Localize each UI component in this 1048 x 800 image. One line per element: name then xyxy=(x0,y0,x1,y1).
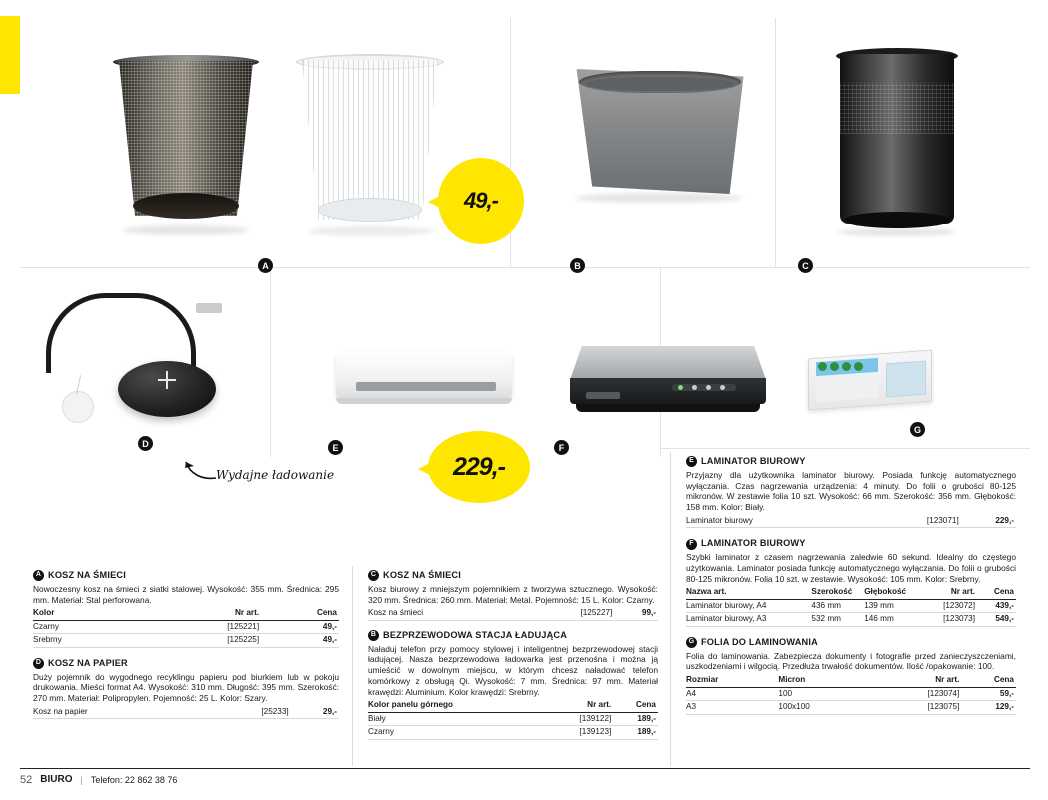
product-b-row0-art: [139122] xyxy=(545,712,614,726)
product-block-c xyxy=(368,570,658,621)
photo-marker-c xyxy=(798,258,813,273)
yellow-corner-tab xyxy=(0,16,20,94)
photo-mesh-bin-black xyxy=(105,43,265,228)
product-f-row1-width: 532 mm xyxy=(811,613,864,627)
handwritten-annotation xyxy=(216,468,334,482)
product-e-description: Przyjazny dla użytkownika laminator biurowy. Posiada funkcję automatycznego wyłączania. Czas nagrzewania urządzenia: 4 minuty. Do folii o grubości 80-125 mikronów. W zestawie folia 10 szt. Wysokość: 66 mm. Szerokość: 356 mm. Głębokość: 158 mm. Kolor: Biały. xyxy=(686,469,1016,513)
product-a-col-cena: Cena xyxy=(261,607,339,620)
marker-label: A xyxy=(258,258,273,273)
table-row xyxy=(33,706,339,719)
photo-marker-a xyxy=(258,258,273,273)
product-f-row1-depth: 146 mm xyxy=(864,613,917,627)
product-c-title xyxy=(368,570,658,582)
product-b-col-cena: Cena xyxy=(613,699,658,712)
product-c-row0-price: 99,- xyxy=(614,607,658,620)
product-g-row0-price: 59,- xyxy=(961,687,1016,701)
product-d-title xyxy=(33,658,339,670)
grid-divider-mid xyxy=(660,448,1030,449)
table-row xyxy=(368,607,658,620)
photo-laminating-pouches xyxy=(800,348,940,418)
product-g-row1-art: [123075] xyxy=(877,701,961,715)
marker-label: B xyxy=(570,258,585,273)
product-g-col-rozmiar: Rozmiar xyxy=(686,674,778,687)
photo-silver-laminator xyxy=(560,336,775,426)
product-e-title-text: LAMINATOR BIUROWY xyxy=(701,456,806,466)
footer-separator: | xyxy=(80,774,83,785)
product-e-row0-art: [123071] xyxy=(870,515,961,528)
product-f-row0-price: 439,- xyxy=(977,599,1016,613)
photo-marker-d xyxy=(138,436,153,451)
product-g-row0-micron: 100 xyxy=(778,687,877,701)
product-g-row1-name: A3 xyxy=(686,701,778,715)
product-g-row0-name: A4 xyxy=(686,687,778,701)
product-a-description: Nowoczesny kosz na śmieci z siatki stalowej. Wysokość: 355 mm. Średnica: 295 mm. Materiał: Stal perforowana. xyxy=(33,583,339,605)
product-b-row0-name: Biały xyxy=(368,712,545,726)
marker-label: C xyxy=(798,258,813,273)
marker-label: G xyxy=(910,422,925,437)
product-block-a xyxy=(33,570,339,648)
product-d-row0-art: [25233] xyxy=(203,706,291,719)
product-photo-grid xyxy=(20,18,1030,482)
table-row xyxy=(33,634,339,648)
product-e-marker: E xyxy=(686,456,697,467)
product-e-table xyxy=(686,515,1016,529)
photo-marker-e xyxy=(328,440,343,455)
price-bubble-229 xyxy=(428,431,530,503)
product-f-col-cena: Cena xyxy=(977,586,1016,599)
table-row xyxy=(686,613,1016,627)
price-bubble-229-text: 229,- xyxy=(453,452,505,481)
photo-marker-f xyxy=(554,440,569,455)
photo-black-metal-bin xyxy=(832,40,962,235)
product-a-row0-name: Czarny xyxy=(33,620,141,634)
product-b-title xyxy=(368,630,658,642)
table-row xyxy=(368,712,658,726)
product-a-row0-art: [125221] xyxy=(141,620,261,634)
marker-label: D xyxy=(138,436,153,451)
annotation-text: Wydajne ładowanie xyxy=(216,468,335,482)
text-column-3 xyxy=(686,456,1016,715)
table-row xyxy=(33,620,339,634)
product-a-row1-art: [125225] xyxy=(141,634,261,648)
product-b-row1-art: [139123] xyxy=(545,726,614,740)
product-d-row0-price: 29,- xyxy=(291,706,339,719)
product-f-row0-width: 436 mm xyxy=(811,599,864,613)
product-d-marker: D xyxy=(33,658,44,669)
product-block-b xyxy=(368,630,658,740)
product-f-row1-name: Laminator biurowy, A3 xyxy=(686,613,811,627)
grid-divider-vertical-bottom1 xyxy=(270,267,271,457)
photo-grey-paper-bin xyxy=(565,53,755,233)
product-d-table xyxy=(33,706,339,720)
product-b-col-kolor: Kolor panelu górnego xyxy=(368,699,545,712)
product-b-col-nrart: Nr art. xyxy=(545,699,614,712)
grid-divider-horizontal xyxy=(20,267,1030,268)
photo-white-laminator xyxy=(320,338,520,418)
product-f-row0-art: [123072] xyxy=(917,599,977,613)
grid-divider-vertical-top2 xyxy=(775,18,776,267)
text-column-2 xyxy=(368,570,658,740)
price-bubble-49-text: 49,- xyxy=(464,188,498,213)
photo-wireless-charger xyxy=(38,283,248,443)
product-block-g xyxy=(686,637,1016,715)
product-a-col-nrart: Nr art. xyxy=(141,607,261,620)
text-column-1 xyxy=(33,570,339,719)
product-g-table xyxy=(686,674,1016,715)
product-f-marker: F xyxy=(686,539,697,550)
product-g-description: Folia do laminowania. Zabezpiecza dokumenty i fotografie przed zanieczyszczeniami, uszkodzeniami i wilgocią. Przedłuża trwałość dokumentów. Ilość /opakowanie: 100. xyxy=(686,650,1016,672)
product-g-col-cena: Cena xyxy=(961,674,1016,687)
product-g-row0-art: [123074] xyxy=(877,687,961,701)
annotation-arrow-icon xyxy=(172,450,218,482)
product-f-description: Szybki laminator z czasem nagrzewania zaledwie 60 sekund. Idealny do częstego użytkowania. Laminator posiada funkcję automatycznego wyłączania. Do folii o grubości 80-125 mikronów. Folia 10 szt. w zestawie. Wysokość: 105 mm. Kolor: Srebrny. xyxy=(686,552,1016,584)
product-f-title-text: LAMINATOR BIUROWY xyxy=(701,538,806,549)
product-a-row1-price: 49,- xyxy=(261,634,339,648)
photo-clear-bin xyxy=(290,46,450,231)
product-f-col-gleb: Głębokość xyxy=(864,586,917,599)
product-a-row0-price: 49,- xyxy=(261,620,339,634)
product-c-row0-name: Kosz na śmieci xyxy=(368,607,523,620)
marker-label: E xyxy=(328,440,343,455)
photo-marker-g xyxy=(910,422,925,437)
marker-label: F xyxy=(554,440,569,455)
product-c-title-text: KOSZ NA ŚMIECI xyxy=(383,570,462,580)
product-b-table xyxy=(368,699,658,740)
product-e-row0-name: Laminator biurowy xyxy=(686,515,870,528)
price-bubble-49 xyxy=(438,158,524,244)
product-g-col-micron: Micron xyxy=(778,674,877,687)
table-row xyxy=(686,701,1016,715)
product-a-col-kolor: Kolor xyxy=(33,607,141,620)
product-e-title xyxy=(686,456,1016,468)
table-row xyxy=(686,599,1016,613)
product-a-title-text: KOSZ NA ŚMIECI xyxy=(48,570,127,580)
product-block-e xyxy=(686,456,1016,528)
product-a-row1-name: Srebrny xyxy=(33,634,141,648)
product-c-row0-art: [125227] xyxy=(523,607,615,620)
product-e-row0-price: 229,- xyxy=(961,515,1016,528)
product-b-marker: B xyxy=(368,630,379,641)
text-column-divider-1 xyxy=(352,566,353,766)
product-d-title-text: KOSZ NA PAPIER xyxy=(48,657,128,668)
product-block-f xyxy=(686,538,1016,627)
product-b-description: Naładuj telefon przy pomocy stylowej i inteligentnej bezprzewodowej stacji ładującej. Nasza bezprzewodowa ładowarka jest przenośna i można ją umieścić w dowolnym miejscu, w którym chcesz naładować telefon komórkowy z obsługą Qi. Wysokość: 7 mm. Średnica: 97 mm. Materiał krawędzi: Aluminium. Kolor krawędzi: Srebrny. xyxy=(368,643,658,697)
table-row xyxy=(368,726,658,740)
product-g-col-nrart: Nr art. xyxy=(877,674,961,687)
product-b-row0-price: 189,- xyxy=(613,712,658,726)
footer-brand: BIURO xyxy=(40,774,73,785)
product-g-title-text: FOLIA DO LAMINOWANIA xyxy=(701,636,818,647)
product-f-row1-price: 549,- xyxy=(977,613,1016,627)
product-f-row0-depth: 139 mm xyxy=(864,599,917,613)
product-d-row0-name: Kosz na papier xyxy=(33,706,203,719)
photo-marker-b xyxy=(570,258,585,273)
product-f-col-nazwa: Nazwa art. xyxy=(686,586,811,599)
page-number: 52 xyxy=(20,773,33,786)
product-c-table xyxy=(368,607,658,621)
text-column-divider-2 xyxy=(670,452,671,766)
product-c-description: Kosz biurowy z mniejszym pojemnikiem z tworzywa sztucznego. Wysokość: 320 mm. Średnica: 260 mm. Materiał: Metal. Pojemność: 15 L. Kolor: Czarny. xyxy=(368,583,658,605)
product-a-table xyxy=(33,607,339,648)
product-b-row1-name: Czarny xyxy=(368,726,545,740)
product-a-marker: A xyxy=(33,570,44,581)
product-f-row0-name: Laminator biurowy, A4 xyxy=(686,599,811,613)
product-block-d xyxy=(33,658,339,720)
product-f-row1-art: [123073] xyxy=(917,613,977,627)
table-row xyxy=(686,515,1016,528)
product-f-col-szer: Szerokość xyxy=(811,586,864,599)
product-g-title xyxy=(686,637,1016,649)
product-a-title xyxy=(33,570,339,582)
product-d-description: Duży pojemnik do wygodnego recyklingu papieru pod biurkiem lub w pokoju drukowania. Mieści format A4. Wysokość: 310 mm. Długość: 395 mm. Szerokość: 270 mm. Materiał: Polipropylen. Pojemność: 25 L. Kolor: Szary. xyxy=(33,671,339,704)
product-f-title xyxy=(686,538,1016,550)
page-footer xyxy=(20,768,1030,790)
footer-phone: Telefon: 22 862 38 76 xyxy=(90,774,178,785)
product-c-marker: C xyxy=(368,570,379,581)
product-g-row1-price: 129,- xyxy=(961,701,1016,715)
product-b-row1-price: 189,- xyxy=(613,726,658,740)
product-g-row1-micron: 100x100 xyxy=(778,701,877,715)
product-f-col-nrart: Nr art. xyxy=(917,586,977,599)
product-g-marker: G xyxy=(686,637,697,648)
product-f-table xyxy=(686,586,1016,627)
product-b-title-text: BEZPRZEWODOWA STACJA ŁADUJĄCA xyxy=(383,629,568,640)
table-row xyxy=(686,687,1016,701)
